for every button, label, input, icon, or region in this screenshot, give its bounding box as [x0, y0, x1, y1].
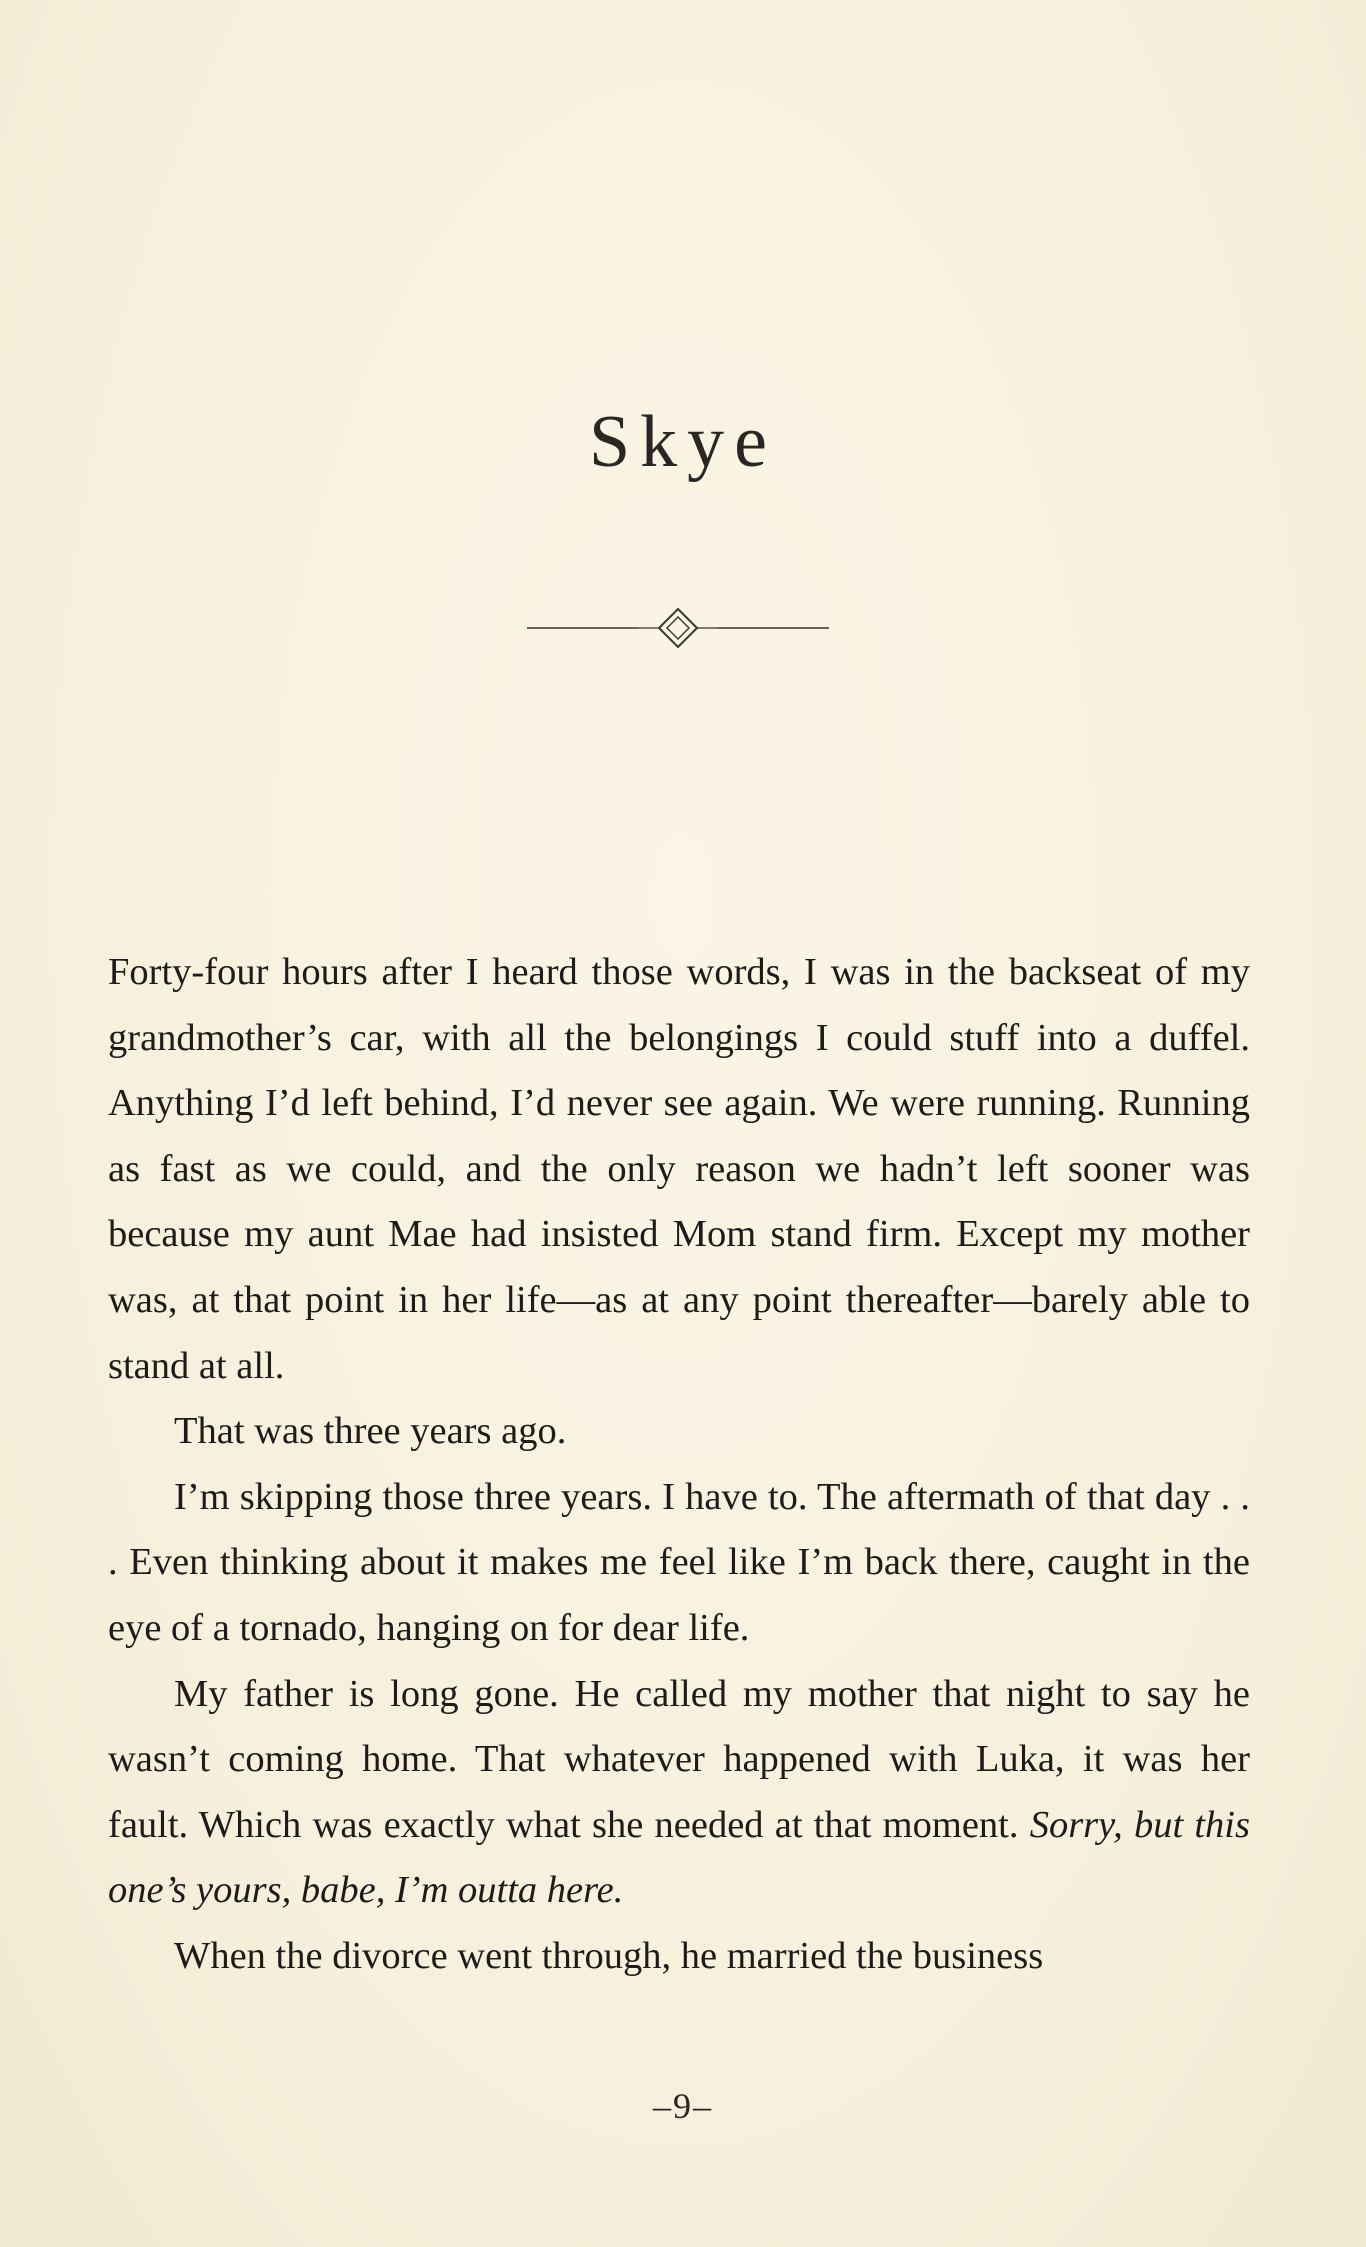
chapter-body [108, 940, 1250, 1990]
diamond-ornament-icon [527, 604, 829, 652]
paragraph-3: I’m skipping those three years. I have to. The aftermath of that day . . . Even thinking about it makes me feel like I’m back there, caught in the eye of a tornado, hanging on for dear life. [108, 1475, 1250, 1649]
paragraph-1: Forty-four hours after I heard those words, I was in the backseat of my grandmother’s car, with all the belongings I could stuff into a duffel. Anything I’d left behind, I’d never see again. We were running. Running as fast as we could, and the only reason we hadn’t left sooner was because my aunt Mae had insisted Mom stand firm. Except my mother was, at that point in her life—as at any point thereafter—barely able to stand at all. [108, 951, 1250, 1387]
paragraph-5: When the divorce went through, he married the business [174, 1934, 1044, 1977]
page-number: –9– [653, 2086, 713, 2126]
paragraph-2: That was three years ago. [174, 1410, 567, 1453]
paragraph-4-italic: Sorry, but this one’s yours, babe, I’m outta here. [108, 1803, 1250, 1912]
paragraph-4-text: My father is long gone. He called my mother that night to say he wasn’t coming home. That whatever happened with Luka, it was her fault. Which was exactly what she needed at that moment. [108, 1672, 1250, 1846]
paragraph-4 [108, 1662, 1250, 1924]
chapter-title: Skye [589, 401, 777, 483]
